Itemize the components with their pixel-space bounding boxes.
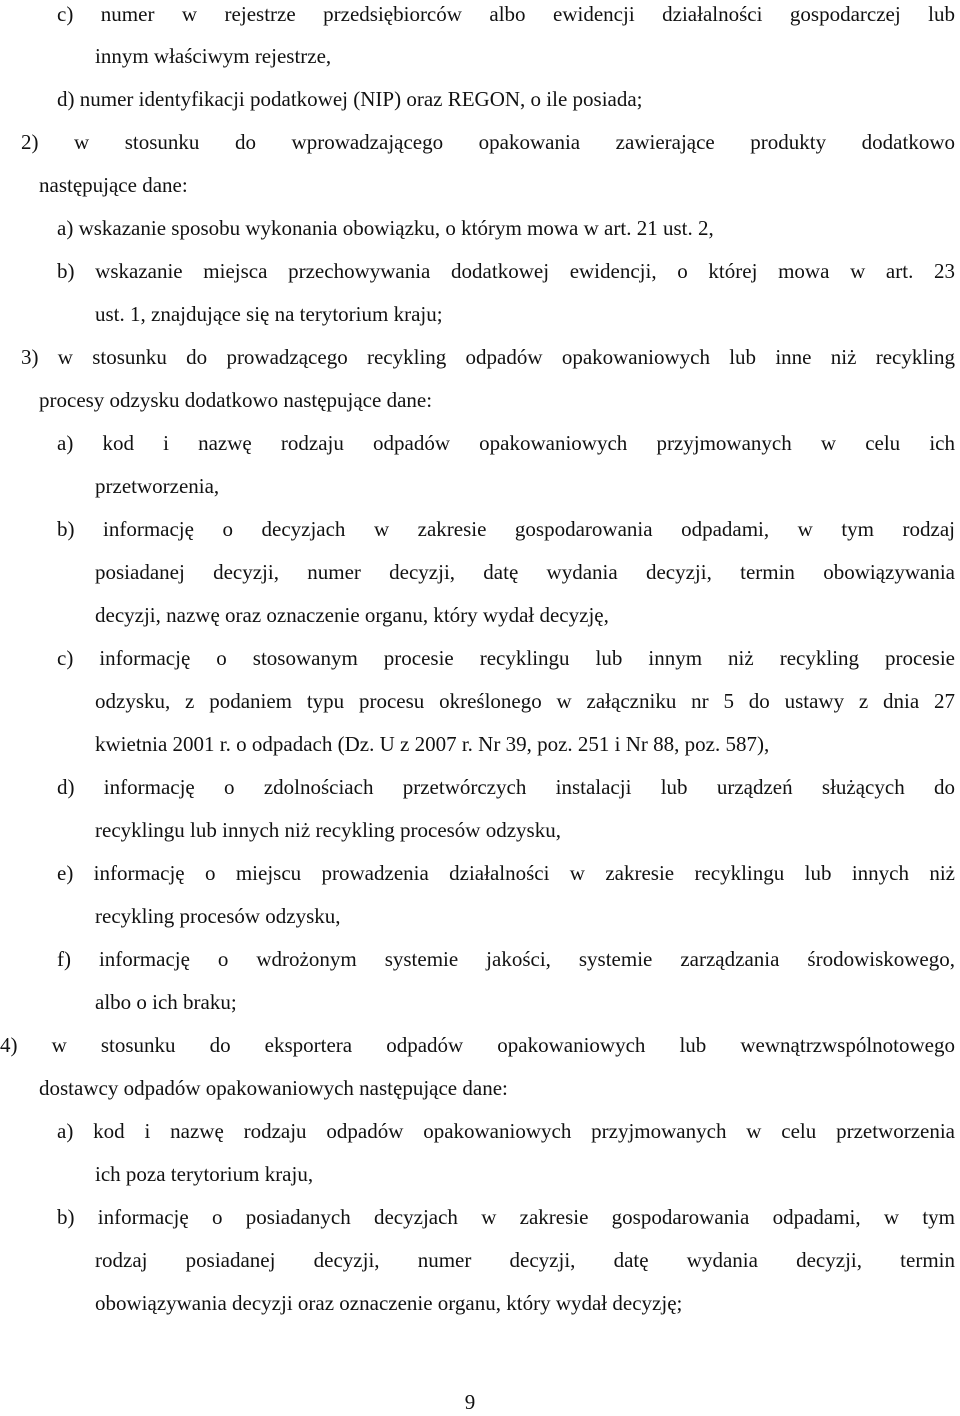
text-line: posiadanej decyzji, numer decyzji, datę wydania decyzji, termin obowiązywania xyxy=(95,560,955,584)
page-number: 9 xyxy=(464,1390,476,1414)
text-line: rodzaj posiadanej decyzji, numer decyzji, datę wydania decyzji, termin xyxy=(95,1248,955,1272)
text-line: następujące dane: xyxy=(39,173,188,197)
text-line: d) numer identyfikacji podatkowej (NIP) oraz REGON, o ile posiada; xyxy=(57,87,643,111)
text-line: b) wskazanie miejsca przechowywania dodatkowej ewidencji, o której mowa w art. 23 xyxy=(57,259,955,283)
text-line: recykling procesów odzysku, xyxy=(95,904,341,928)
text-line: kwietnia 2001 r. o odpadach (Dz. U z 2007 r. Nr 39, poz. 251 i Nr 88, poz. 587), xyxy=(95,732,770,756)
text-line: 4) w stosunku do eksportera odpadów opakowaniowych lub wewnątrzwspólnotowego xyxy=(0,1033,955,1057)
text-line: a) kod i nazwę rodzaju odpadów opakowaniowych przyjmowanych w celu ich xyxy=(57,431,955,455)
text-line: decyzji, nazwę oraz oznaczenie organu, który wydał decyzję, xyxy=(95,603,609,627)
text-line: 2) w stosunku do wprowadzającego opakowania zawierające produkty dodatkowo xyxy=(21,130,955,154)
text-line: innym właściwym rejestrze, xyxy=(95,44,332,68)
text-line: odzysku, z podaniem typu procesu określonego w załączniku nr 5 do ustawy z dnia 27 xyxy=(95,689,955,713)
text-line: d) informację o zdolnościach przetwórczych instalacji lub urządzeń służących do xyxy=(57,775,955,799)
text-line: ich poza terytorium kraju, xyxy=(95,1162,314,1186)
text-line: przetworzenia, xyxy=(95,474,220,498)
text-line: f) informację o wdrożonym systemie jakości, systemie zarządzania środowiskowego, xyxy=(57,947,955,971)
text-line: c) numer w rejestrze przedsiębiorców albo ewidencji działalności gospodarczej lub xyxy=(57,2,955,26)
text-line: dostawcy odpadów opakowaniowych następujące dane: xyxy=(39,1076,508,1100)
text-line: b) informację o decyzjach w zakresie gospodarowania odpadami, w tym rodzaj xyxy=(57,517,955,541)
text-line: 3) w stosunku do prowadzącego recykling odpadów opakowaniowych lub inne niż recykling xyxy=(21,345,955,369)
text-line: a) wskazanie sposobu wykonania obowiązku, o którym mowa w art. 21 ust. 2, xyxy=(57,216,714,240)
text-line: obowiązywania decyzji oraz oznaczenie organu, który wydał decyzję; xyxy=(95,1291,683,1315)
text-line: c) informację o stosowanym procesie recyklingu lub innym niż recykling procesie xyxy=(57,646,955,670)
text-line: b) informację o posiadanych decyzjach w zakresie gospodarowania odpadami, w tym xyxy=(57,1205,955,1229)
text-line: recyklingu lub innych niż recykling procesów odzysku, xyxy=(95,818,561,842)
text-line: procesy odzysku dodatkowo następujące dane: xyxy=(39,388,433,412)
text-line: a) kod i nazwę rodzaju odpadów opakowaniowych przyjmowanych w celu przetworzenia xyxy=(57,1119,955,1143)
text-line: albo o ich braku; xyxy=(95,990,237,1014)
text-line: e) informację o miejscu prowadzenia działalności w zakresie recyklingu lub innych niż xyxy=(57,861,955,885)
text-line: ust. 1, znajdujące się na terytorium kraju; xyxy=(95,302,443,326)
